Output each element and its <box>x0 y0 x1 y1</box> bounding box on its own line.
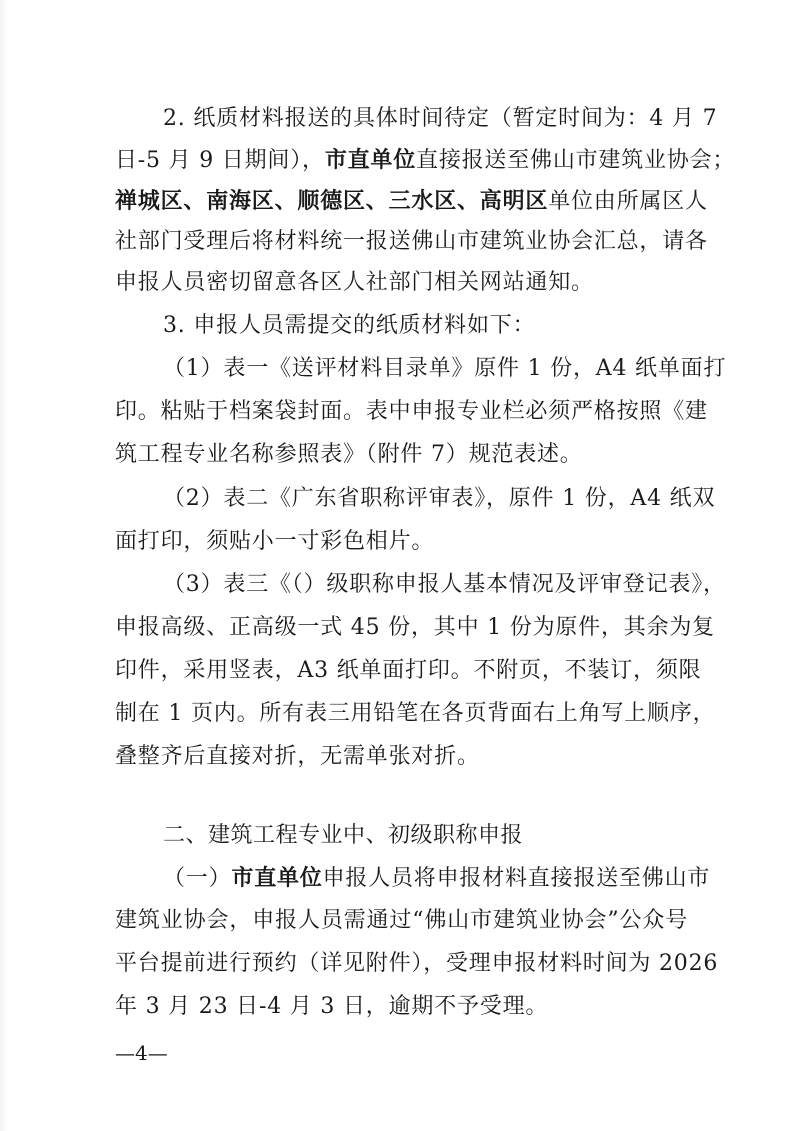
text-segment-bold: 禅城区、南海区、顺德区、三水区、高明区 <box>115 188 549 214</box>
text-segment: （一） <box>163 866 232 891</box>
text-line <box>115 145 736 175</box>
text-line <box>115 397 708 427</box>
text-segment: （2）表二《广东省职称评审表》，原件 1 份，A4 纸双 <box>163 486 716 511</box>
text-segment: 制在 1 页内。所有表三用铅笔在各页背面右上角写上顺序， <box>115 701 716 726</box>
text-line <box>115 613 715 643</box>
text-line <box>115 906 688 936</box>
text-segment: 日-5 月 9 日期间）， <box>115 148 325 173</box>
text-line <box>115 992 548 1022</box>
scan-edge-shadow <box>0 0 7 1131</box>
text-line <box>163 570 726 600</box>
text-segment: 申报高级、正高级一式 45 份，其中 1 份为原件，其余为复 <box>115 615 715 640</box>
text-segment: 申报人员密切留意各区人社部门相关网站通知。 <box>115 270 594 295</box>
section-heading <box>163 821 523 851</box>
text-segment: 筑工程专业名称参照表》（附件 7）规范表述。 <box>115 442 583 467</box>
text-line <box>115 186 708 216</box>
text-segment: 申报人员将申报材料直接报送至佛山市 <box>322 866 711 891</box>
text-segment: 单位由所属区人 <box>548 189 708 214</box>
text-line <box>163 484 716 514</box>
text-segment: （3）表三《（）级职称申报人基本情况及评审登记表》， <box>163 572 726 597</box>
text-segment: 印件，采用竖表，A3 纸单面打印。不附页，不装订，须限 <box>115 658 702 683</box>
text-segment-bold: 市直单位 <box>324 147 417 173</box>
text-line <box>115 656 702 686</box>
text-segment: 社部门受理后将材料统一报送佛山市建筑业协会汇总，请各 <box>115 229 708 254</box>
text-line <box>115 268 594 298</box>
text-line <box>163 104 718 134</box>
text-segment-bold: 市直单位 <box>231 865 323 891</box>
text-segment: （1）表一《送评材料目录单》原件 1 份，A4 纸单面打 <box>163 356 727 381</box>
text-line <box>163 354 727 384</box>
text-line <box>163 863 711 893</box>
text-segment: 3. 申报人员需提交的纸质材料如下： <box>163 313 536 338</box>
page-number: —4— <box>115 1041 168 1065</box>
text-segment: 平台提前进行预约（详见附件），受理申报材料时间为 2026 <box>115 951 719 976</box>
text-line <box>115 742 480 772</box>
text-line <box>115 699 716 729</box>
text-segment: 印。粘贴于档案袋封面。表中申报专业栏必须严格按照《建 <box>115 399 708 424</box>
text-line <box>163 311 535 341</box>
text-segment: 2. 纸质材料报送的具体时间待定（暂定时间为：4 月 7 <box>163 106 718 131</box>
text-line <box>115 227 708 257</box>
text-line <box>115 440 583 470</box>
text-segment: 叠整齐后直接对折，无需单张对折。 <box>115 744 480 769</box>
text-segment: 建筑业协会，申报人员需通过“佛山市建筑业协会”公众号 <box>115 908 688 933</box>
text-segment: 二、建筑工程专业中、初级职称申报 <box>163 823 524 848</box>
text-segment: 年 3 月 23 日-4 月 3 日，逾期不予受理。 <box>115 994 549 1019</box>
text-segment: 面打印，须贴小一寸彩色相片。 <box>115 529 435 554</box>
text-line <box>115 527 434 557</box>
text-segment: 直接报送至佛山市建筑业协会； <box>416 148 736 173</box>
text-line <box>115 949 719 979</box>
